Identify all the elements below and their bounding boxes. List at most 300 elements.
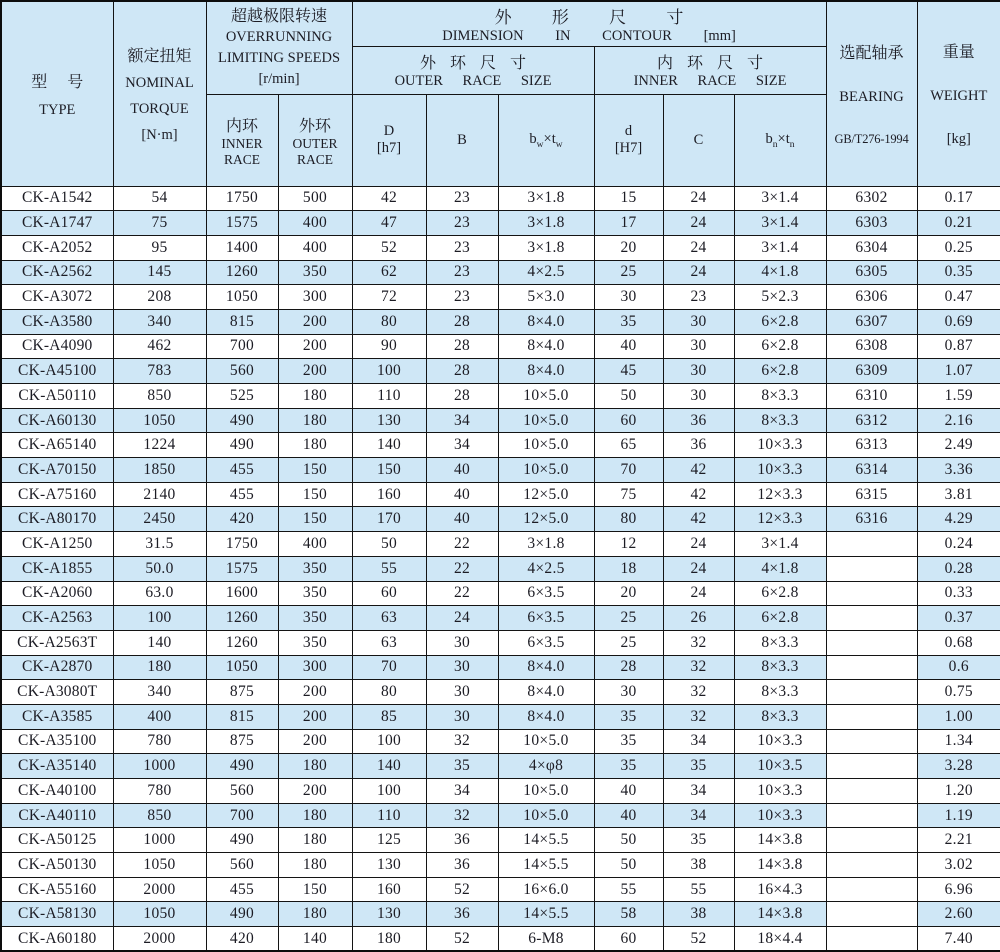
cell-bwtw: 3×1.8: [498, 532, 594, 557]
cell-C: 24: [663, 235, 734, 260]
cell-bearing: [826, 754, 917, 779]
cell-type: CK-A1747: [1, 211, 113, 236]
cell-outer_speed: 150: [278, 482, 352, 507]
cell-outer_speed: 350: [278, 606, 352, 631]
cell-bntn: 10×3.5: [734, 754, 826, 779]
cell-D: 140: [352, 754, 426, 779]
header-dimension-zh: 外 形 尺 寸: [494, 7, 684, 27]
cell-inner_speed: 420: [206, 927, 278, 952]
cell-B: 30: [426, 680, 498, 705]
cell-weight: 2.16: [917, 408, 1000, 433]
cell-type: CK-A65140: [1, 433, 113, 458]
cell-bearing: 6309: [826, 359, 917, 384]
cell-bwtw: 12×5.0: [498, 482, 594, 507]
cell-type: CK-A3580: [1, 309, 113, 334]
cell-torque: 2450: [113, 507, 206, 532]
cell-torque: 145: [113, 260, 206, 285]
cell-weight: 3.36: [917, 458, 1000, 483]
cell-type: CK-A40110: [1, 803, 113, 828]
cell-B: 23: [426, 285, 498, 310]
header-dimension-en: DIMENSION IN CONTOUR [mm]: [442, 27, 736, 44]
cell-outer_speed: 150: [278, 458, 352, 483]
cell-inner_speed: 1575: [206, 556, 278, 581]
cell-B: 28: [426, 309, 498, 334]
cell-d: 65: [594, 433, 663, 458]
cell-bwtw: 10×5.0: [498, 408, 594, 433]
table-row: [1, 260, 1000, 285]
cell-type: CK-A3080T: [1, 680, 113, 705]
cell-bearing: [826, 828, 917, 853]
cell-bwtw: 16×6.0: [498, 877, 594, 902]
cell-bntn: 6×2.8: [734, 309, 826, 334]
cell-weight: 1.59: [917, 384, 1000, 409]
cell-B: 40: [426, 507, 498, 532]
cell-bntn: 10×3.3: [734, 729, 826, 754]
cell-bntn: 8×3.3: [734, 680, 826, 705]
cell-B: 23: [426, 211, 498, 236]
cell-d: 50: [594, 828, 663, 853]
cell-C: 24: [663, 581, 734, 606]
cell-C: 32: [663, 704, 734, 729]
table-row: [1, 482, 1000, 507]
cell-d: 55: [594, 877, 663, 902]
header-weight-zh: 重量: [942, 44, 975, 62]
header-type: [1, 1, 113, 186]
cell-inner_speed: 490: [206, 828, 278, 853]
table-body: [1, 186, 1000, 951]
cell-bearing: [826, 606, 917, 631]
cell-torque: 340: [113, 309, 206, 334]
cell-d: 25: [594, 260, 663, 285]
cell-type: CK-A80170: [1, 507, 113, 532]
cell-D: 70: [352, 655, 426, 680]
cell-outer_speed: 180: [278, 853, 352, 878]
cell-type: CK-A2563T: [1, 630, 113, 655]
cell-inner_speed: 455: [206, 458, 278, 483]
cell-type: CK-A1855: [1, 556, 113, 581]
cell-torque: 63.0: [113, 581, 206, 606]
cell-C: 26: [663, 606, 734, 631]
cell-torque: 783: [113, 359, 206, 384]
cell-outer_speed: 300: [278, 285, 352, 310]
cell-bearing: [826, 581, 917, 606]
table-row: [1, 927, 1000, 952]
cell-D: 140: [352, 433, 426, 458]
cell-bearing: 6305: [826, 260, 917, 285]
cell-inner_speed: 525: [206, 384, 278, 409]
header-outer-size-en: OUTER RACE SIZE: [394, 73, 552, 89]
cell-C: 24: [663, 211, 734, 236]
header-col-C: [663, 94, 734, 186]
cell-inner_speed: 875: [206, 729, 278, 754]
cell-bwtw: 14×5.5: [498, 828, 594, 853]
cell-weight: 3.02: [917, 853, 1000, 878]
cell-d: 20: [594, 581, 663, 606]
cell-bntn: 4×1.8: [734, 260, 826, 285]
cell-outer_speed: 350: [278, 630, 352, 655]
cell-torque: 340: [113, 680, 206, 705]
cell-d: 28: [594, 655, 663, 680]
header-col-d: [594, 94, 663, 186]
cell-B: 23: [426, 260, 498, 285]
cell-B: 35: [426, 754, 498, 779]
cell-B: 30: [426, 704, 498, 729]
cell-outer_speed: 200: [278, 729, 352, 754]
cell-bearing: 6307: [826, 309, 917, 334]
cell-bwtw: 10×5.0: [498, 779, 594, 804]
cell-D: 63: [352, 606, 426, 631]
cell-torque: 95: [113, 235, 206, 260]
cell-D: 160: [352, 877, 426, 902]
cell-D: 130: [352, 902, 426, 927]
cell-outer_speed: 400: [278, 235, 352, 260]
cell-bntn: 10×3.3: [734, 433, 826, 458]
cell-weight: 0.37: [917, 606, 1000, 631]
cell-C: 30: [663, 309, 734, 334]
table-row: [1, 704, 1000, 729]
cell-d: 50: [594, 853, 663, 878]
header-bearing-standard: GB/T276-1994: [834, 132, 909, 147]
cell-weight: 2.60: [917, 902, 1000, 927]
header-torque-en1: NOMINAL: [125, 75, 194, 92]
cell-C: 52: [663, 927, 734, 952]
cell-D: 47: [352, 211, 426, 236]
cell-type: CK-A2060: [1, 581, 113, 606]
cell-bearing: [826, 927, 917, 952]
cell-C: 42: [663, 458, 734, 483]
cell-weight: 0.68: [917, 630, 1000, 655]
cell-type: CK-A2052: [1, 235, 113, 260]
cell-C: 32: [663, 630, 734, 655]
cell-D: 60: [352, 581, 426, 606]
table-row: [1, 433, 1000, 458]
header-col-D: [352, 94, 426, 186]
table-row: [1, 186, 1000, 211]
cell-C: 30: [663, 384, 734, 409]
cell-bntn: 3×1.4: [734, 186, 826, 211]
cell-torque: 75: [113, 211, 206, 236]
cell-outer_speed: 350: [278, 581, 352, 606]
cell-weight: 0.69: [917, 309, 1000, 334]
cell-bearing: [826, 779, 917, 804]
cell-weight: 0.24: [917, 532, 1000, 557]
cell-d: 25: [594, 630, 663, 655]
header-inner-speed-zh: 内环: [225, 117, 258, 135]
cell-bearing: [826, 877, 917, 902]
cell-type: CK-A50125: [1, 828, 113, 853]
cell-type: CK-A3585: [1, 704, 113, 729]
cell-bearing: [826, 630, 917, 655]
cell-inner_speed: 420: [206, 507, 278, 532]
cell-B: 28: [426, 384, 498, 409]
cell-D: 62: [352, 260, 426, 285]
cell-torque: 1000: [113, 828, 206, 853]
cell-B: 40: [426, 482, 498, 507]
cell-type: CK-A4090: [1, 334, 113, 359]
cell-d: 25: [594, 606, 663, 631]
table-row: [1, 408, 1000, 433]
cell-bwtw: 6×3.5: [498, 581, 594, 606]
cell-type: CK-A58130: [1, 902, 113, 927]
cell-d: 70: [594, 458, 663, 483]
cell-bwtw: 4×2.5: [498, 556, 594, 581]
cell-inner_speed: 1400: [206, 235, 278, 260]
cell-bntn: 6×2.8: [734, 359, 826, 384]
cell-d: 40: [594, 779, 663, 804]
header-col-D-line1: D: [383, 123, 395, 139]
cell-outer_speed: 180: [278, 408, 352, 433]
cell-bearing: 6306: [826, 285, 917, 310]
cell-bntn: 18×4.4: [734, 927, 826, 952]
cell-B: 36: [426, 902, 498, 927]
header-col-bwtw: [498, 94, 594, 186]
cell-torque: 462: [113, 334, 206, 359]
header-outer-speed-en1: OUTER: [292, 135, 338, 151]
header-inner-size-zh: 内 环 尺 寸: [657, 55, 764, 72]
header-col-C-label: C: [693, 132, 704, 148]
table-row: [1, 779, 1000, 804]
cell-C: 24: [663, 532, 734, 557]
cell-bntn: 3×1.4: [734, 235, 826, 260]
cell-torque: 780: [113, 779, 206, 804]
cell-B: 34: [426, 779, 498, 804]
cell-outer_speed: 200: [278, 704, 352, 729]
header-col-bntn-label: $b_n\times t_n$: [765, 131, 795, 150]
cell-bntn: 10×3.3: [734, 779, 826, 804]
cell-torque: 100: [113, 606, 206, 631]
cell-B: 22: [426, 556, 498, 581]
header-speeds-zh: 超越极限转速: [231, 7, 328, 25]
cell-bwtw: 8×4.0: [498, 359, 594, 384]
cell-D: 100: [352, 359, 426, 384]
table-row: [1, 902, 1000, 927]
cell-C: 42: [663, 507, 734, 532]
cell-bntn: 14×3.8: [734, 853, 826, 878]
cell-outer_speed: 350: [278, 556, 352, 581]
cell-outer_speed: 150: [278, 877, 352, 902]
cell-weight: 1.20: [917, 779, 1000, 804]
cell-inner_speed: 455: [206, 482, 278, 507]
header-type-zh: 型 号: [31, 73, 84, 91]
cell-bntn: 14×3.8: [734, 828, 826, 853]
cell-B: 24: [426, 606, 498, 631]
cell-inner_speed: 875: [206, 680, 278, 705]
cell-bwtw: 6×3.5: [498, 606, 594, 631]
cell-bntn: 4×1.8: [734, 556, 826, 581]
cell-B: 52: [426, 927, 498, 952]
cell-d: 30: [594, 680, 663, 705]
cell-weight: 2.21: [917, 828, 1000, 853]
table-row: [1, 754, 1000, 779]
cell-outer_speed: 400: [278, 211, 352, 236]
table-row: [1, 507, 1000, 532]
cell-torque: 2000: [113, 927, 206, 952]
table-row: [1, 581, 1000, 606]
cell-bwtw: 6-M8: [498, 927, 594, 952]
cell-outer_speed: 180: [278, 384, 352, 409]
cell-weight: 7.40: [917, 927, 1000, 952]
cell-bntn: 12×3.3: [734, 507, 826, 532]
cell-C: 38: [663, 853, 734, 878]
cell-D: 85: [352, 704, 426, 729]
table-row: [1, 309, 1000, 334]
cell-D: 110: [352, 384, 426, 409]
header-outer-race-size: [352, 46, 594, 94]
table-row: [1, 803, 1000, 828]
cell-C: 24: [663, 260, 734, 285]
cell-d: 60: [594, 408, 663, 433]
cell-type: CK-A60180: [1, 927, 113, 952]
cell-outer_speed: 350: [278, 260, 352, 285]
header-bearing-zh: 选配轴承: [839, 45, 904, 63]
cell-bntn: 6×2.8: [734, 581, 826, 606]
cell-outer_speed: 200: [278, 309, 352, 334]
cell-D: 52: [352, 235, 426, 260]
cell-C: 34: [663, 729, 734, 754]
cell-D: 130: [352, 408, 426, 433]
table-row: [1, 680, 1000, 705]
cell-torque: 1050: [113, 853, 206, 878]
cell-inner_speed: 700: [206, 334, 278, 359]
header-weight-unit: [kg]: [946, 131, 971, 148]
cell-inner_speed: 1260: [206, 630, 278, 655]
cell-torque: 400: [113, 704, 206, 729]
cell-weight: 3.28: [917, 754, 1000, 779]
cell-bntn: 10×3.3: [734, 803, 826, 828]
cell-bntn: 12×3.3: [734, 482, 826, 507]
table-row: [1, 877, 1000, 902]
cell-B: 22: [426, 581, 498, 606]
cell-C: 55: [663, 877, 734, 902]
cell-type: CK-A45100: [1, 359, 113, 384]
cell-bearing: 6308: [826, 334, 917, 359]
header-weight: [917, 1, 1000, 186]
cell-weight: 0.33: [917, 581, 1000, 606]
cell-torque: 780: [113, 729, 206, 754]
header-outer-race-speed: [278, 94, 352, 186]
cell-inner_speed: 1050: [206, 655, 278, 680]
cell-bearing: [826, 556, 917, 581]
cell-torque: 208: [113, 285, 206, 310]
header-speeds-unit: [r/min]: [258, 70, 300, 87]
cell-bearing: [826, 532, 917, 557]
cell-torque: 54: [113, 186, 206, 211]
header-inner-race-speed: [206, 94, 278, 186]
cell-B: 23: [426, 186, 498, 211]
table-row: [1, 729, 1000, 754]
cell-bearing: 6316: [826, 507, 917, 532]
table-row: [1, 853, 1000, 878]
cell-B: 30: [426, 655, 498, 680]
cell-C: 32: [663, 680, 734, 705]
table-row: [1, 211, 1000, 236]
table-row: [1, 235, 1000, 260]
cell-bntn: 8×3.3: [734, 630, 826, 655]
cell-bearing: 6313: [826, 433, 917, 458]
cell-weight: 1.34: [917, 729, 1000, 754]
cell-inner_speed: 1575: [206, 211, 278, 236]
cell-C: 38: [663, 902, 734, 927]
cell-d: 50: [594, 384, 663, 409]
cell-d: 40: [594, 803, 663, 828]
cell-bntn: 8×3.3: [734, 655, 826, 680]
cell-bearing: 6302: [826, 186, 917, 211]
cell-bwtw: 8×4.0: [498, 309, 594, 334]
cell-d: 45: [594, 359, 663, 384]
cell-outer_speed: 200: [278, 680, 352, 705]
cell-bearing: 6310: [826, 384, 917, 409]
cell-inner_speed: 455: [206, 877, 278, 902]
cell-inner_speed: 490: [206, 408, 278, 433]
table-header: [1, 1, 1000, 186]
header-outer-speed-en2: RACE: [297, 151, 334, 167]
table-row: [1, 606, 1000, 631]
cell-type: CK-A3072: [1, 285, 113, 310]
header-torque-en2: TORQUE: [130, 101, 189, 118]
cell-B: 34: [426, 408, 498, 433]
header-col-d-line1: d: [624, 123, 633, 139]
cell-torque: 1850: [113, 458, 206, 483]
cell-C: 42: [663, 482, 734, 507]
cell-inner_speed: 1750: [206, 532, 278, 557]
cell-inner_speed: 1260: [206, 260, 278, 285]
cell-d: 35: [594, 704, 663, 729]
cell-outer_speed: 500: [278, 186, 352, 211]
cell-bwtw: 10×5.0: [498, 458, 594, 483]
cell-bwtw: 10×5.0: [498, 433, 594, 458]
header-inner-size-en: INNER RACE SIZE: [633, 73, 787, 89]
cell-bntn: 16×4.3: [734, 877, 826, 902]
cell-torque: 140: [113, 630, 206, 655]
cell-bearing: 6315: [826, 482, 917, 507]
cell-weight: 0.87: [917, 334, 1000, 359]
header-speeds-en1: OVERRUNNING: [225, 28, 333, 45]
cell-d: 30: [594, 285, 663, 310]
cell-d: 15: [594, 186, 663, 211]
cell-bearing: [826, 902, 917, 927]
cell-bntn: 3×1.4: [734, 532, 826, 557]
cell-B: 28: [426, 334, 498, 359]
cell-inner_speed: 1600: [206, 581, 278, 606]
cell-bwtw: 6×3.5: [498, 630, 594, 655]
cell-weight: 0.28: [917, 556, 1000, 581]
cell-inner_speed: 1750: [206, 186, 278, 211]
cell-weight: 0.6: [917, 655, 1000, 680]
cell-inner_speed: 490: [206, 902, 278, 927]
header-torque-unit: [N·m]: [141, 127, 178, 144]
cell-C: 30: [663, 359, 734, 384]
table-row: [1, 655, 1000, 680]
cell-type: CK-A1250: [1, 532, 113, 557]
cell-bearing: [826, 704, 917, 729]
cell-d: 12: [594, 532, 663, 557]
cell-outer_speed: 180: [278, 754, 352, 779]
cell-type: CK-A1542: [1, 186, 113, 211]
cell-weight: 0.25: [917, 235, 1000, 260]
cell-bearing: 6304: [826, 235, 917, 260]
cell-torque: 1050: [113, 408, 206, 433]
cell-bntn: 3×1.4: [734, 211, 826, 236]
header-speeds-en2: LIMITING SPEEDS: [217, 49, 341, 66]
cell-D: 100: [352, 779, 426, 804]
cell-outer_speed: 140: [278, 927, 352, 952]
cell-B: 32: [426, 803, 498, 828]
cell-inner_speed: 560: [206, 359, 278, 384]
cell-inner_speed: 1050: [206, 285, 278, 310]
table-row: [1, 828, 1000, 853]
table-row: [1, 334, 1000, 359]
cell-C: 24: [663, 556, 734, 581]
